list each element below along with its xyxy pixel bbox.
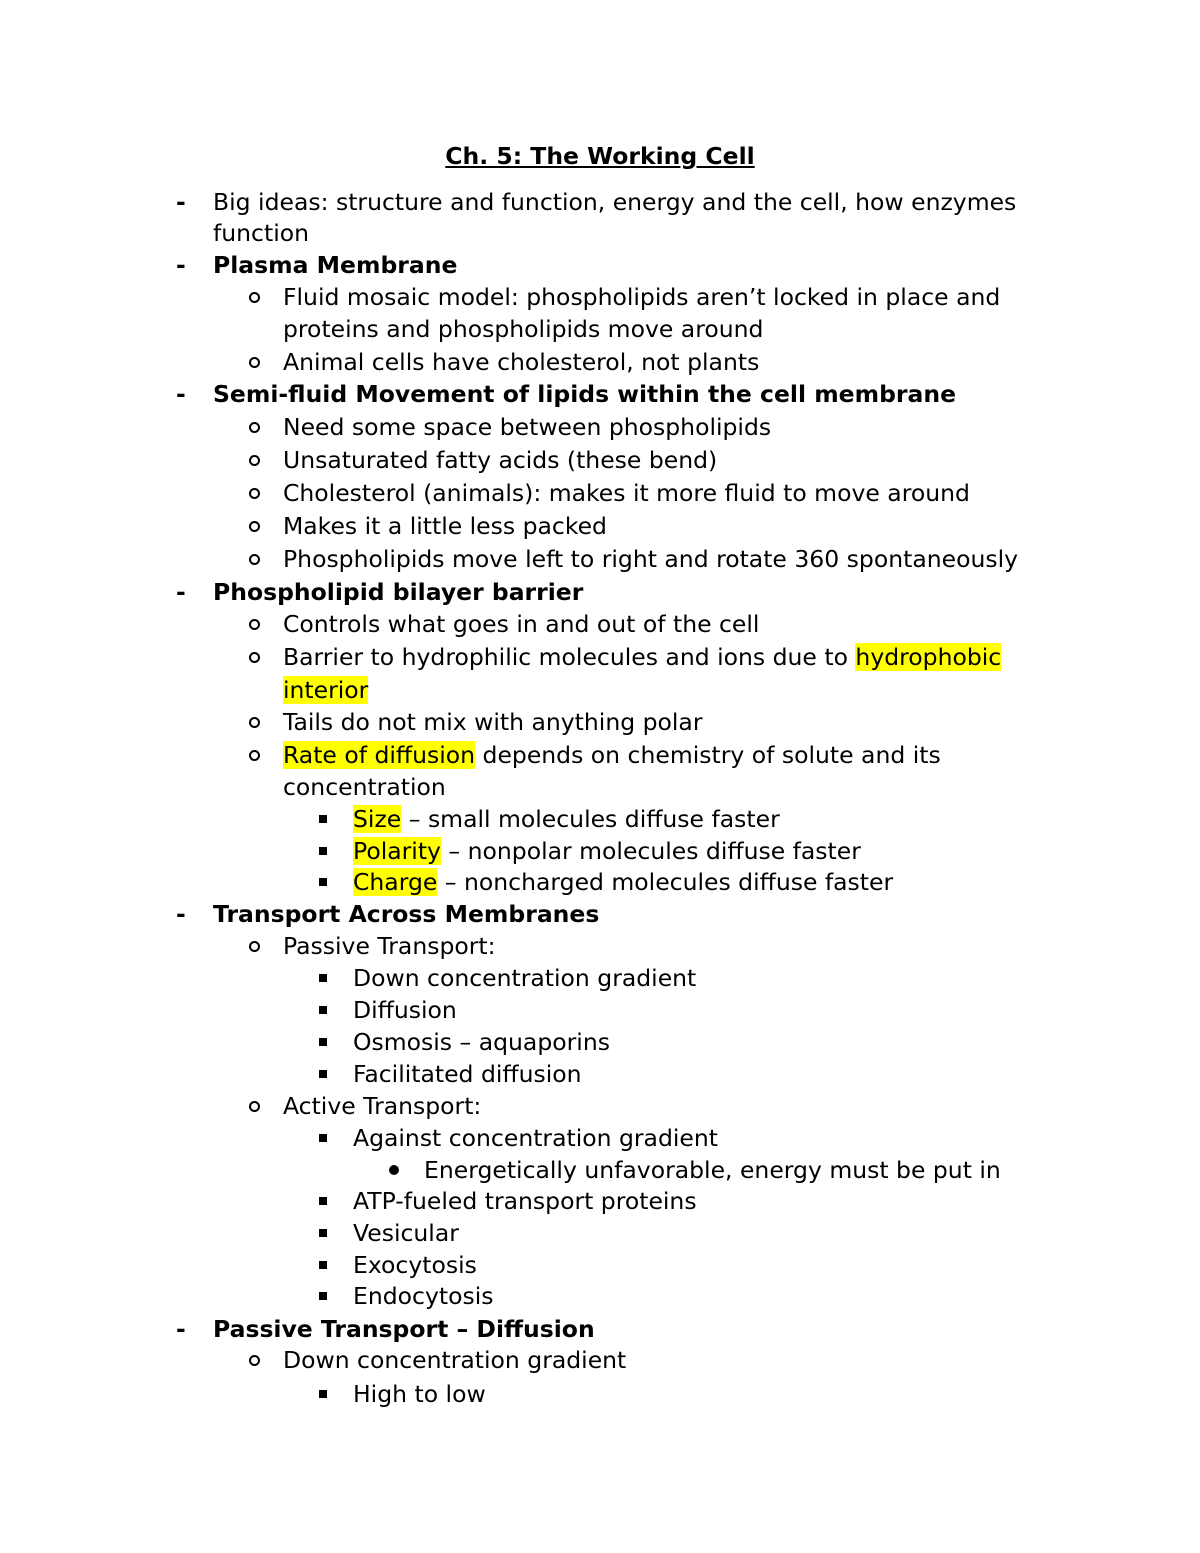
heading-transport-across: Transport Across Membranes bbox=[213, 900, 600, 928]
list-item-rate bbox=[283, 739, 941, 771]
circle-bullet-icon bbox=[249, 739, 260, 771]
list-item-down-gradient: Down concentration gradient bbox=[353, 964, 697, 992]
list-item-atp: ATP-fueled transport proteins bbox=[353, 1187, 697, 1215]
highlight-rate-of-diffusion: Rate of diffusion bbox=[283, 741, 476, 769]
page-title: Ch. 5: The Working Cell bbox=[445, 142, 755, 170]
circle-bullet-icon bbox=[249, 641, 260, 673]
list-item-less-packed: Makes it a little less packed bbox=[283, 512, 607, 540]
list-item-down-gradient-2: Down concentration gradient bbox=[283, 1346, 627, 1374]
polarity-text: – nonpolar molecules diffuse faster bbox=[440, 837, 861, 865]
square-bullet-icon bbox=[319, 1058, 327, 1090]
highlight-polarity: Polarity bbox=[353, 837, 441, 865]
square-bullet-icon bbox=[319, 1217, 327, 1249]
circle-bullet-icon bbox=[249, 1344, 260, 1376]
list-item-polarity bbox=[353, 835, 861, 867]
dash-bullet: - bbox=[176, 251, 186, 279]
circle-bullet-icon bbox=[249, 543, 260, 575]
list-item-osmosis: Osmosis – aquaporins bbox=[353, 1028, 610, 1056]
list-item-size bbox=[353, 803, 780, 835]
list-item-facilitated: Facilitated diffusion bbox=[353, 1060, 582, 1088]
list-item-vesicular: Vesicular bbox=[353, 1219, 459, 1247]
list-item-rate-cont: concentration bbox=[283, 773, 446, 801]
list-item-high-low: High to low bbox=[353, 1380, 486, 1408]
heading-bilayer-barrier: Phospholipid bilayer barrier bbox=[213, 578, 584, 606]
dash-bullet: - bbox=[176, 1315, 186, 1343]
list-item-controls: Controls what goes in and out of the cell bbox=[283, 610, 760, 638]
heading-semi-fluid: Semi-fluid Movement of lipids within the cell membrane bbox=[213, 380, 957, 408]
list-item-active-transport: Active Transport: bbox=[283, 1092, 482, 1120]
dash-bullet: - bbox=[176, 188, 186, 216]
list-item-animal-cells: Animal cells have cholesterol, not plants bbox=[283, 348, 760, 376]
circle-bullet-icon bbox=[249, 510, 260, 542]
circle-bullet-icon bbox=[249, 608, 260, 640]
size-text: – small molecules diffuse faster bbox=[401, 805, 780, 833]
barrier-text: Barrier to hydrophilic molecules and ions due to bbox=[283, 643, 856, 671]
square-bullet-icon bbox=[319, 1026, 327, 1058]
highlight-interior: interior bbox=[283, 676, 369, 704]
highlight-charge: Charge bbox=[353, 868, 438, 896]
list-item-tails: Tails do not mix with anything polar bbox=[283, 708, 703, 736]
list-item-endocytosis: Endocytosis bbox=[353, 1282, 494, 1310]
list-item-cholesterol: Cholesterol (animals): makes it more fluid to move around bbox=[283, 479, 970, 507]
list-item-fluid-mosaic-cont: proteins and phospholipids move around bbox=[283, 315, 764, 343]
square-bullet-icon bbox=[319, 962, 327, 994]
square-bullet-icon bbox=[319, 1122, 327, 1154]
circle-bullet-icon bbox=[249, 706, 260, 738]
list-item-barrier-cont bbox=[283, 674, 368, 706]
rate-text: depends on chemistry of solute and its bbox=[475, 741, 941, 769]
list-item-diffusion: Diffusion bbox=[353, 996, 457, 1024]
list-item-exocytosis: Exocytosis bbox=[353, 1251, 477, 1279]
dash-bullet: - bbox=[176, 380, 186, 408]
list-item-fluid-mosaic: Fluid mosaic model: phospholipids aren’t locked in place and bbox=[283, 283, 1001, 311]
heading-plasma-membrane: Plasma Membrane bbox=[213, 251, 458, 279]
highlight-size: Size bbox=[353, 805, 402, 833]
list-item-passive-transport: Passive Transport: bbox=[283, 932, 496, 960]
list-item-big-ideas-cont: function bbox=[213, 219, 309, 247]
square-bullet-icon bbox=[319, 866, 327, 898]
circle-bullet-icon bbox=[249, 477, 260, 509]
charge-text: – noncharged molecules diffuse faster bbox=[437, 868, 894, 896]
list-item-big-ideas: Big ideas: structure and function, energy and the cell, how enzymes bbox=[213, 188, 1017, 216]
list-item-charge bbox=[353, 866, 893, 898]
highlight-hydrophobic: hydrophobic bbox=[855, 643, 1002, 671]
square-bullet-icon bbox=[319, 1249, 327, 1281]
square-bullet-icon bbox=[319, 1185, 327, 1217]
list-item-need-space: Need some space between phospholipids bbox=[283, 413, 772, 441]
circle-bullet-icon bbox=[249, 411, 260, 443]
circle-bullet-icon bbox=[249, 346, 260, 378]
list-item-rotate: Phospholipids move left to right and rotate 360 spontaneously bbox=[283, 545, 1019, 573]
dash-bullet: - bbox=[176, 578, 186, 606]
dot-bullet-icon bbox=[389, 1154, 399, 1186]
dash-bullet: - bbox=[176, 900, 186, 928]
list-item-energetically: Energetically unfavorable, energy must be put in bbox=[424, 1156, 1001, 1184]
list-item-against-gradient: Against concentration gradient bbox=[353, 1124, 718, 1152]
list-item-barrier bbox=[283, 641, 1001, 673]
circle-bullet-icon bbox=[249, 281, 260, 313]
square-bullet-icon bbox=[319, 1280, 327, 1312]
circle-bullet-icon bbox=[249, 1090, 260, 1122]
circle-bullet-icon bbox=[249, 930, 260, 962]
square-bullet-icon bbox=[319, 1378, 327, 1410]
list-item-unsaturated: Unsaturated fatty acids (these bend) bbox=[283, 446, 718, 474]
square-bullet-icon bbox=[319, 994, 327, 1026]
circle-bullet-icon bbox=[249, 444, 260, 476]
square-bullet-icon bbox=[319, 803, 327, 835]
heading-passive-diffusion: Passive Transport – Diffusion bbox=[213, 1315, 595, 1343]
square-bullet-icon bbox=[319, 835, 327, 867]
